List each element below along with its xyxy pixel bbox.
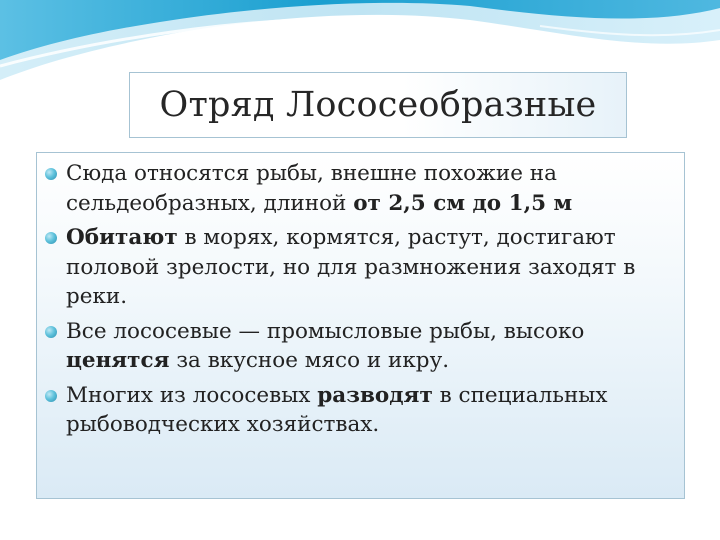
bullet-text-bold: от 2,5 см до 1,5 м [353,190,573,216]
bullet-item [37,317,686,376]
bullet-text: за вкусное мясо и икру. [169,348,450,373]
bullet-item [37,159,686,218]
bullet-item [37,223,686,312]
bullet-text-bold: ценятся [66,348,170,373]
bullet-dot-icon [45,232,57,244]
slide-title-box [129,72,627,138]
bullet-text: Все лососевые — промысловые рыбы, высоко [66,318,585,344]
bullet-item [37,381,686,440]
slide-title: Отряд Лососеобразные [159,85,597,125]
bullet-text: в специальных рыбоводческих хозяйствах. [66,382,608,437]
bullet-dot-icon [45,168,57,180]
bullet-text: Сюда относятся рыбы, внешне похожие на сельдеобразных, длиной [66,161,557,216]
bullet-dot-icon [45,390,57,402]
bullet-text-bold: Обитают [66,225,178,250]
bullet-text: Многих из лососевых [66,382,318,408]
bullet-list [37,159,686,445]
content-box [36,152,685,499]
bullet-text-bold: разводят [317,382,433,408]
bullet-dot-icon [45,326,57,338]
bullet-text: в морях, кормятся, растут, достигают половой зрелости, но для размножения заходят в реки. [66,225,636,309]
